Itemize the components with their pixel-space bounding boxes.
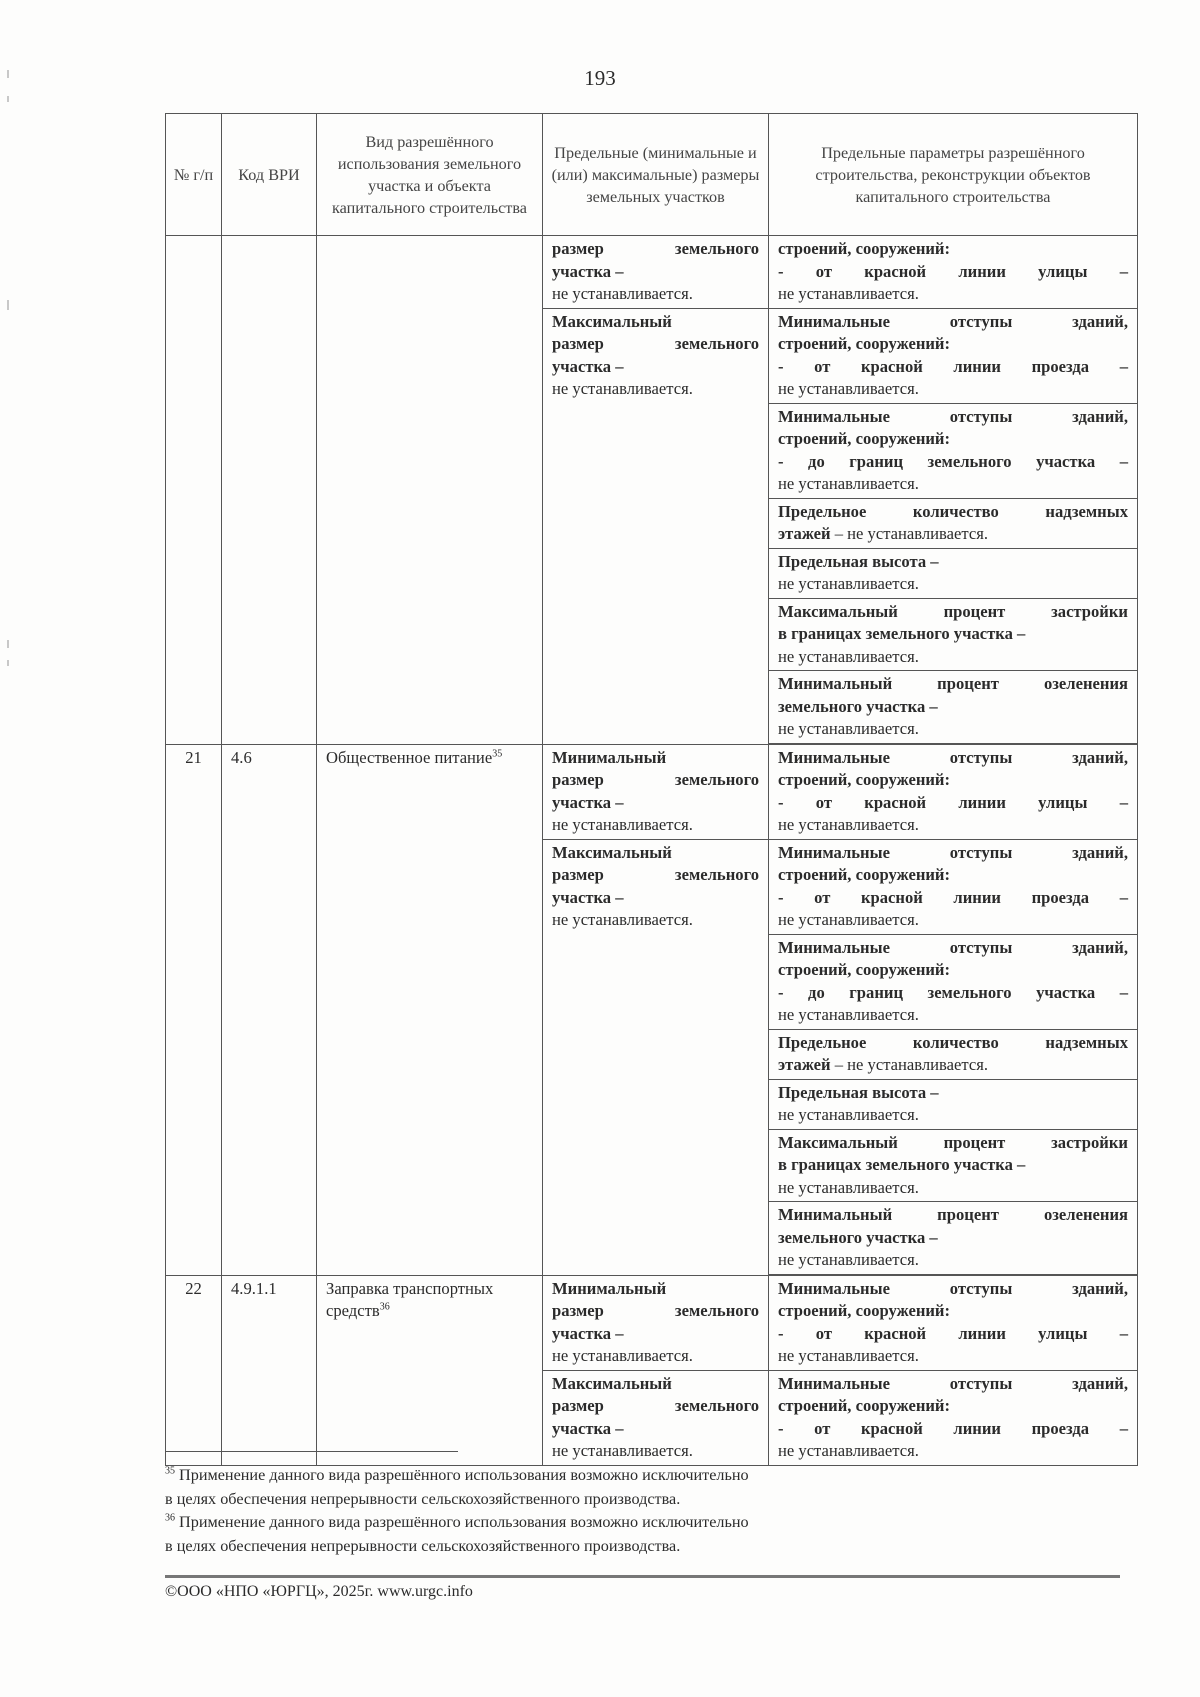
min-size-cell: Минимальный размер земельного участка – не устанавливается.: [543, 1275, 769, 1370]
param-height: Предельная высота – не устанавливается.: [769, 548, 1138, 598]
footnote-35: $^{35}$ Применение данного вида разрешённого использования возможно исключительно: [165, 1465, 749, 1484]
land-use-table: [165, 113, 1138, 1466]
param-boundary: Минимальные отступы зданий, строений, сооружений: - до границ земельного участка – не устанавливается.: [769, 403, 1138, 498]
header-use: Вид разрешённого использования земельного участка и объекта капитального строительства: [317, 114, 543, 236]
param-min-green: Минимальный процент озеленения земельного участка – не устанавливается.: [769, 671, 1138, 744]
param-driveway: Минимальные отступы зданий, строений, сооружений: - от красной линии проезда – не устанавливается.: [769, 308, 1138, 403]
max-size-cell: Максимальный размер земельного участка – не устанавливается.: [543, 839, 769, 1275]
param-min-green: Минимальный процент озеленения земельного участка – не устанавливается.: [769, 1202, 1138, 1275]
param-driveway: Минимальные отступы зданий, строений, сооружений: - от красной линии проезда – не устанавливается.: [769, 839, 1138, 934]
param-floors: Предельное количество надземных этажей – не устанавливается.: [769, 1029, 1138, 1079]
table-row: 22 4.9.1.1 Заправка транспортных средств$^{36}$ Минимальный размер земельного участка – не устанавливается. Минимальные отступы зданий, строений, сооружений: - от красной линии улицы – не устанавливается.: [166, 1275, 1138, 1370]
param-street: строений, сооружений: - от красной линии улицы – не устанавливается.: [769, 236, 1138, 309]
param-street: Минимальные отступы зданий, строений, сооружений: - от красной линии улицы – не устанавливается.: [769, 744, 1138, 839]
param-boundary: Минимальные отступы зданий, строений, сооружений: - до границ земельного участка – не устанавливается.: [769, 934, 1138, 1029]
min-size-cell: Минимальный размер земельного участка – не устанавливается.: [543, 744, 769, 839]
param-max-build: Максимальный процент застройки в границах земельного участка – не устанавливается.: [769, 1129, 1138, 1202]
footnotes: $^{35}$ Применение данного вида разрешённого использования возможно исключительно в целях обеспечения непрерывности сельскохозяйственного производства. $^{36}$ Применение данного вида разрешённого использования возможно исключительно в целях обеспечения непрерывности сельскохозяйственного производства.: [165, 1464, 965, 1558]
param-height: Предельная высота – не устанавливается.: [769, 1079, 1138, 1129]
table-row: [166, 236, 1138, 309]
page-number: 193: [584, 66, 616, 90]
min-size-cell: размер земельного участка – не устанавливается.: [543, 236, 769, 309]
header-no: № г/п: [166, 114, 222, 236]
param-driveway: Минимальные отступы зданий, строений, сооружений: - от красной линии проезда – не устанавливается.: [769, 1370, 1138, 1465]
page-footer: ©ООО «НПО «ЮРГЦ», 2025г. www.urgc.info: [165, 1583, 473, 1600]
footer-rule: [165, 1575, 1120, 1578]
table-row: 21 4.6 Общественное питание$^{35}$ Минимальный размер земельного участка – не устанавливается. Минимальные отступы зданий, строений, сооружений: - от красной линии улицы – не устанавливается.: [166, 744, 1138, 839]
use-name: Заправка транспортных средств$^{36}$: [317, 1275, 543, 1465]
max-size-cell: Максимальный размер земельного участка – не устанавливается.: [543, 1370, 769, 1465]
param-street: Минимальные отступы зданий, строений, сооружений: - от красной линии улицы – не устанавливается.: [769, 1275, 1138, 1370]
param-floors: Предельное количество надземных этажей – не устанавливается.: [769, 498, 1138, 548]
header-sizes: Предельные (минимальные и (или) максимальные) размеры земельных участков: [543, 114, 769, 236]
footnote-separator: [165, 1451, 458, 1452]
header-code: Код ВРИ: [222, 114, 317, 236]
param-max-build: Максимальный процент застройки в границах земельного участка – не устанавливается.: [769, 598, 1138, 671]
table-header-row: [166, 114, 1138, 236]
footnote-36: $^{36}$ Применение данного вида разрешённого использования возможно исключительно: [165, 1512, 749, 1531]
max-size-cell: Максимальный размер земельного участка – не устанавливается.: [543, 308, 769, 744]
use-name: Общественное питание$^{35}$: [317, 744, 543, 1275]
header-params: Предельные параметры разрешённого строительства, реконструкции объектов капитального строительства: [769, 114, 1138, 236]
